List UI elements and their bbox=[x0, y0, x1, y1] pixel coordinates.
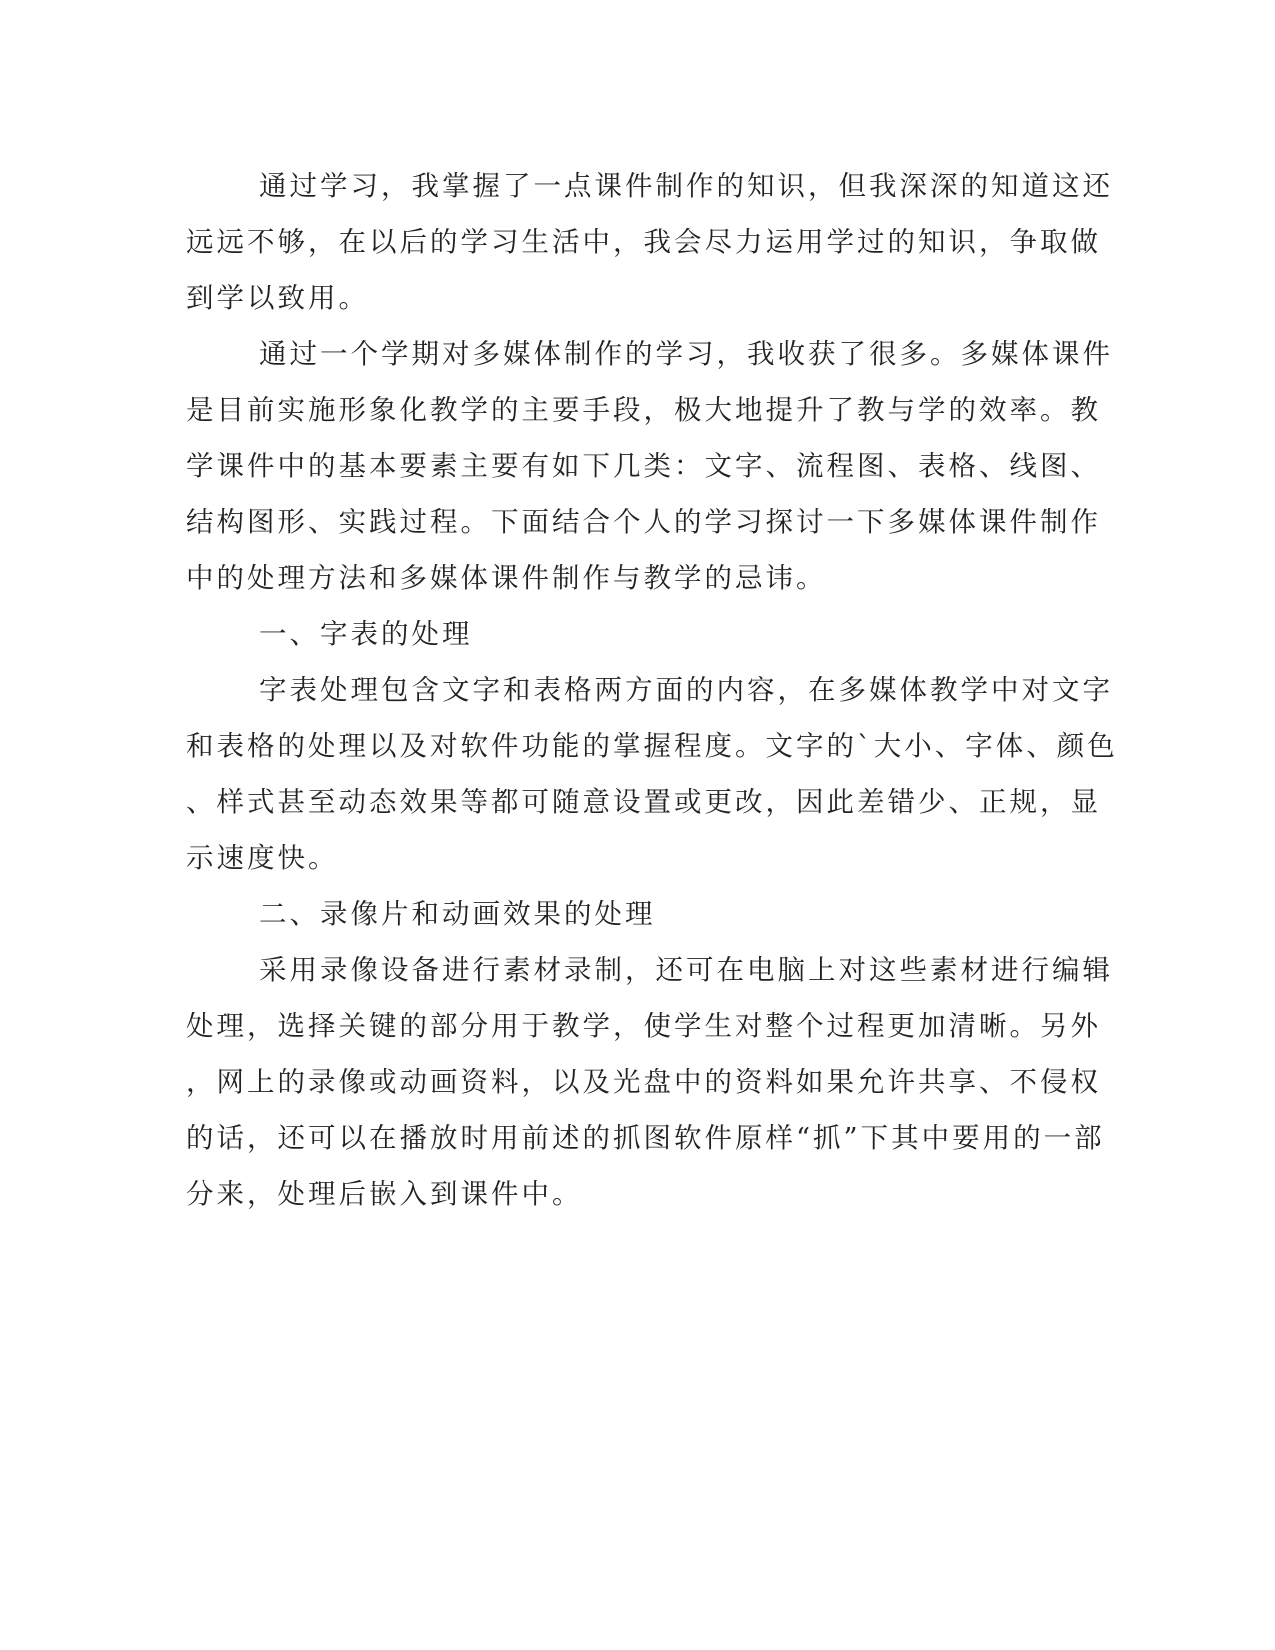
text-line: 字表处理包含文字和表格两方面的内容，在多媒体教学中对文字 bbox=[259, 674, 1113, 706]
text-line: 的话，还可以在播放时用前述的抓图软件原样“抓”下其中要用的一部 bbox=[186, 1122, 1105, 1154]
text-line: 示速度快。 bbox=[186, 842, 339, 874]
section-heading-video-animation bbox=[186, 886, 1086, 942]
paragraph-multimedia-intro bbox=[186, 326, 1113, 606]
text-line: 通过一个学期对多媒体制作的学习，我收获了很多。多媒体课件 bbox=[259, 338, 1113, 370]
section-heading: 二、录像片和动画效果的处理 bbox=[259, 898, 656, 930]
text-line: 通过学习，我掌握了一点课件制作的知识，但我深深的知道这还 bbox=[259, 170, 1113, 202]
text-line: 学课件中的基本要素主要有如下几类：文字、流程图、表格、线图、 bbox=[186, 450, 1101, 482]
text-line: 、样式甚至动态效果等都可随意设置或更改，因此差错少、正规，显 bbox=[186, 786, 1101, 818]
section-heading-text-tables bbox=[186, 606, 1086, 662]
text-line: 采用录像设备进行素材录制，还可在电脑上对这些素材进行编辑 bbox=[259, 954, 1113, 986]
text-line: 结构图形、实践过程。下面结合个人的学习探讨一下多媒体课件制作 bbox=[186, 506, 1101, 538]
text-line: 到学以致用。 bbox=[186, 282, 369, 314]
text-line: 远远不够，在以后的学习生活中，我会尽力运用学过的知识，争取做 bbox=[186, 226, 1101, 258]
text-line: 中的处理方法和多媒体课件制作与教学的忌讳。 bbox=[186, 562, 827, 594]
text-line: 是目前实施形象化教学的主要手段，极大地提升了教与学的效率。教 bbox=[186, 394, 1101, 426]
document-body bbox=[186, 158, 1118, 1222]
text-line: 处理，选择关键的部分用于教学，使学生对整个过程更加清晰。另外 bbox=[186, 1010, 1101, 1042]
text-line: ，网上的录像或动画资料，以及光盘中的资料如果允许共享、不侵权 bbox=[186, 1066, 1101, 1098]
text-line: 分来，处理后嵌入到课件中。 bbox=[186, 1178, 583, 1210]
paragraph-learning-summary bbox=[186, 158, 1113, 326]
text-line: 和表格的处理以及对软件功能的掌握程度。文字的`大小、字体、颜色 bbox=[186, 730, 1118, 762]
paragraph-video-animation bbox=[186, 942, 1113, 1222]
section-heading: 一、字表的处理 bbox=[259, 618, 473, 650]
paragraph-text-tables bbox=[186, 662, 1118, 886]
